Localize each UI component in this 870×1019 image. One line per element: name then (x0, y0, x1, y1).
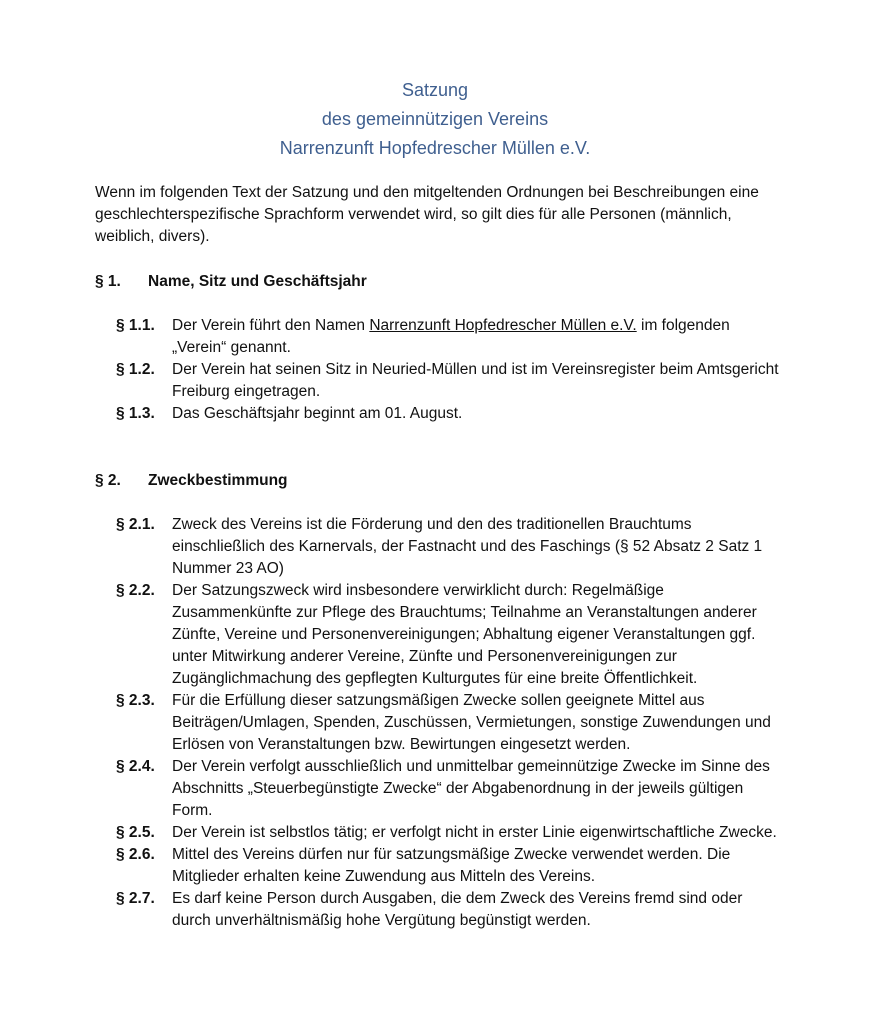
clause-number: § 1.2. (116, 361, 155, 378)
document-title (0, 76, 870, 163)
clause-text (172, 315, 781, 359)
section-1-heading (95, 271, 367, 293)
clause-2-5 (116, 822, 781, 844)
clause-text: Der Satzungszweck wird insbesondere verwirklicht durch: Regelmäßige Zusammenkünfte zur Pflege des Brauchtums; Teilnahme an Veranstaltungen anderer Zünfte, Vereine und Personenvereinigungen; Abhaltung eigener Veranstaltungen ggf. unter Mitwirkung anderer Vereine, Zünfte und Personenvereinigungen zur Zugänglichmachung des gepflegten Kulturgutes für eine breite Öffentlichkeit. (172, 582, 757, 687)
clause-number: § 2.1. (116, 516, 155, 533)
clause-2-6 (116, 844, 781, 888)
section-1-title: Name, Sitz und Geschäftsjahr (148, 273, 367, 290)
section-2-heading (95, 470, 288, 492)
clause-text: Der Verein verfolgt ausschließlich und unmittelbar gemeinnützige Zwecke im Sinne des Abschnitts „Steuerbegünstigte Zwecke“ der Abgabenordnung in der jeweils gültigen Form. (172, 758, 770, 819)
clause-text: Für die Erfüllung dieser satzungsmäßigen Zwecke sollen geeignete Mittel aus Beiträgen/Umlagen, Spenden, Zuschüssen, Vermietungen, sonstige Zuwendungen und Erlösen von Veranstaltungen bzw. Bewirtungen eingesetzt werden. (172, 692, 771, 753)
clause-text: Der Verein ist selbstlos tätig; er verfolgt nicht in erster Linie eigenwirtschaftliche Zwecke. (172, 824, 777, 841)
clause-2-4 (116, 756, 781, 822)
clause-2-3 (116, 690, 781, 756)
clause-number: § 1.3. (116, 405, 155, 422)
clause-text-part: im folgenden „Verein“ genannt. (172, 317, 730, 356)
clause-number: § 2.2. (116, 582, 155, 599)
clause-number: § 2.5. (116, 824, 155, 841)
clause-1-3 (116, 403, 781, 425)
clause-number: § 1.1. (116, 317, 155, 334)
clause-number: § 2.3. (116, 692, 155, 709)
clause-2-7 (116, 888, 781, 932)
section-2-clauses (116, 514, 781, 932)
club-name-underlined: Narrenzunft Hopfedrescher Müllen e.V. (369, 317, 637, 334)
clause-number: § 2.6. (116, 846, 155, 863)
clause-text-part: Der Verein führt den Namen (172, 317, 370, 334)
clause-1-2 (116, 359, 781, 403)
clause-text: Der Verein hat seinen Sitz in Neuried-Müllen und ist im Vereinsregister beim Amtsgericht Freiburg eingetragen. (172, 361, 779, 400)
clause-2-1 (116, 514, 781, 580)
section-2-title: Zweckbestimmung (148, 472, 288, 489)
clause-number: § 2.7. (116, 890, 155, 907)
clause-text: Mittel des Vereins dürfen nur für satzungsmäßige Zwecke verwendet werden. Die Mitglieder erhalten keine Zuwendung aus Mitteln des Vereins. (172, 846, 731, 885)
clause-text: Zweck des Vereins ist die Förderung und den des traditionellen Brauchtums einschließlich des Karnervals, der Fastnacht und des Faschings (§ 52 Absatz 2 Satz 1 Nummer 23 AO) (172, 516, 763, 577)
section-2-number: § 2. (95, 472, 121, 489)
title-line-1: Satzung (401, 80, 469, 100)
clause-text: Es darf keine Person durch Ausgaben, die dem Zweck des Vereins fremd sind oder durch unverhältnismäßig hohe Vergütung begünstigt werden. (172, 890, 743, 929)
clause-1-1 (116, 315, 781, 359)
intro-paragraph: Wenn im folgenden Text der Satzung und den mitgeltenden Ordnungen bei Beschreibungen eine geschlechterspezifische Sprachform verwendet wird, so gilt dies für alle Personen (männlich, weiblich, divers). (95, 184, 759, 245)
section-1-number: § 1. (95, 273, 121, 290)
clause-2-2 (116, 580, 781, 690)
title-line-2: des gemeinnützigen Vereins (321, 109, 549, 129)
title-line-3: Narrenzunft Hopfedrescher Müllen e.V. (279, 138, 591, 158)
clause-text: Das Geschäftsjahr beginnt am 01. August. (172, 405, 463, 422)
section-1-clauses (116, 315, 781, 425)
clause-number: § 2.4. (116, 758, 155, 775)
